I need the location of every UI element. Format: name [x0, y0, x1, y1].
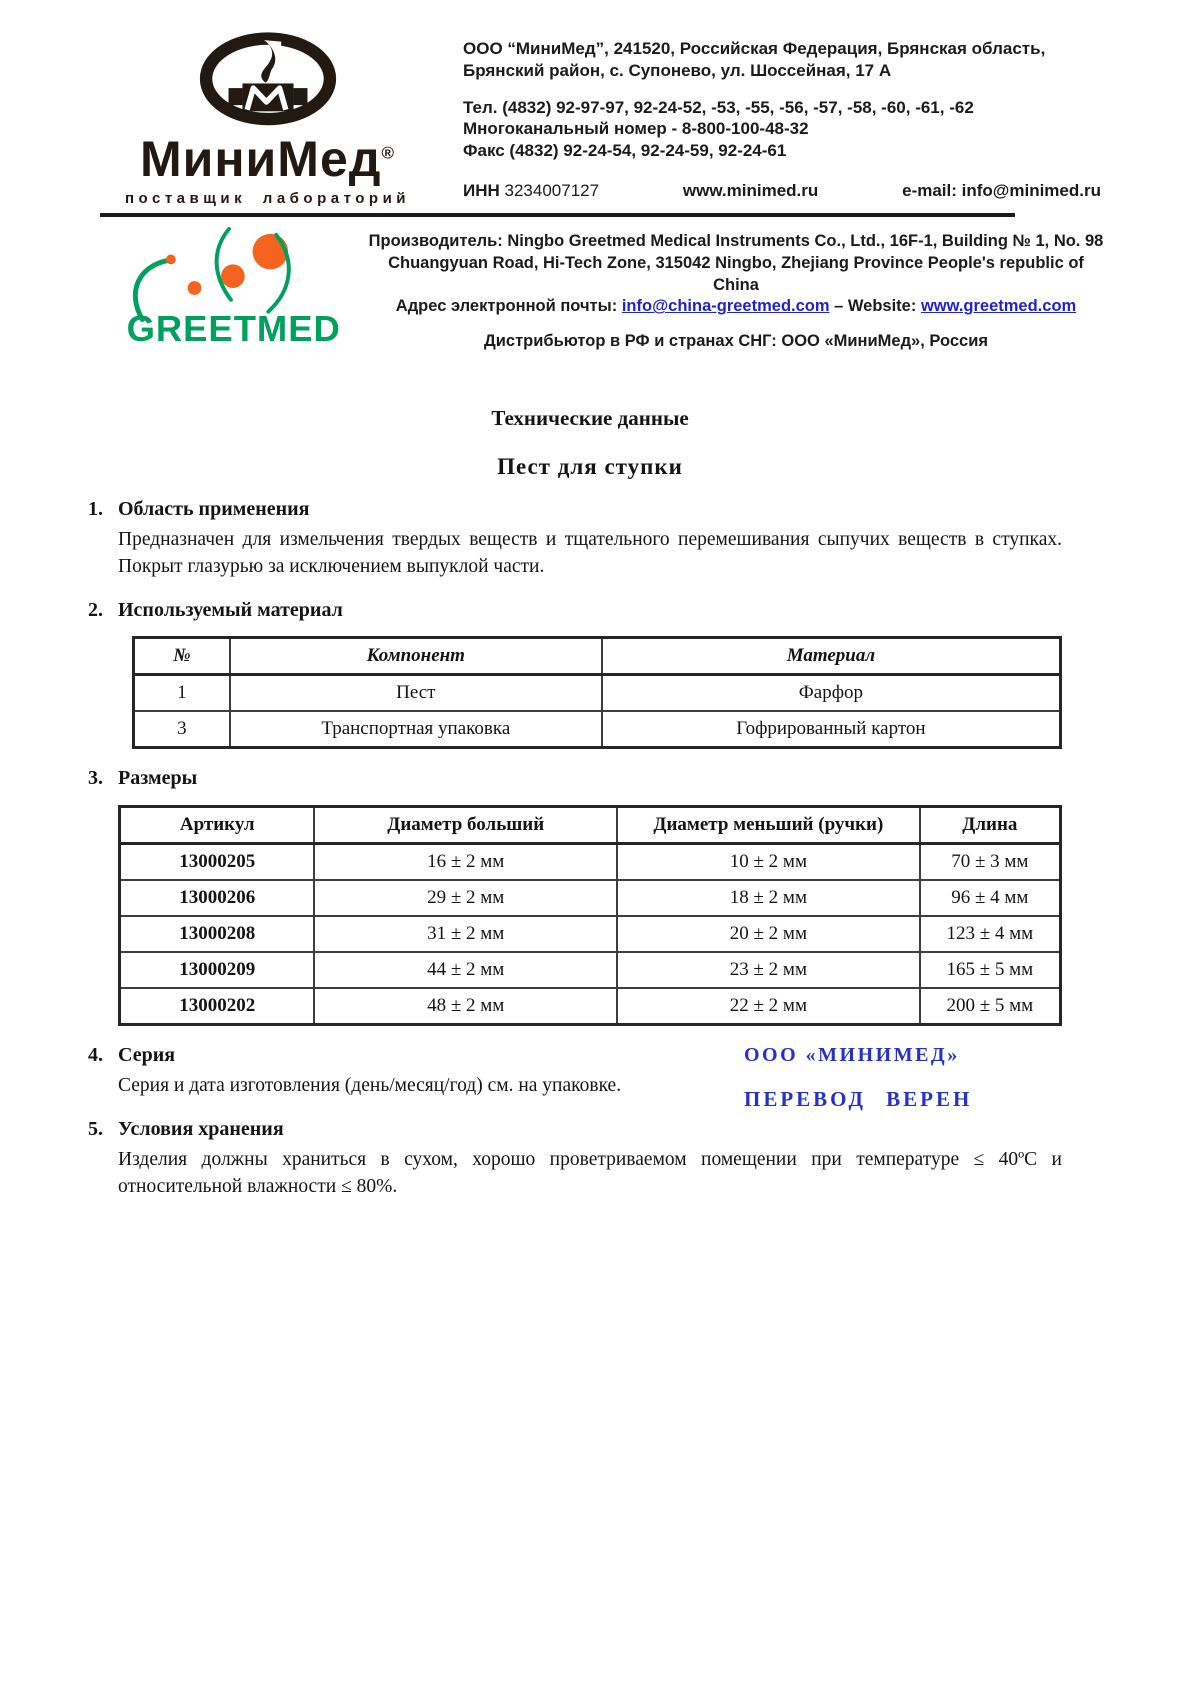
table-cell: Пест [230, 674, 602, 711]
company-phones [463, 97, 1105, 162]
fax-line: Факс (4832) 92-24-54, 92-24-59, 92-24-61 [463, 141, 787, 160]
section-title: Используемый материал [118, 598, 343, 621]
table-cell: 10 ± 2 мм [617, 843, 920, 880]
section-number: 4. [88, 1043, 103, 1066]
document-body [0, 356, 1200, 1201]
inn-value: 3234007127 [504, 180, 600, 200]
section-material [88, 598, 1062, 749]
document-title: Технические данные [491, 406, 689, 430]
table-cell: 1 [134, 674, 230, 711]
table-cell: 70 ± 3 мм [920, 843, 1061, 880]
section-number: 5. [88, 1117, 103, 1140]
table-cell: Гофрированный картон [602, 711, 1061, 748]
table-row [120, 843, 1061, 880]
column-header: Диаметр меньший (ручки) [617, 806, 920, 843]
manufacturer-band [0, 217, 1200, 356]
inn-label: ИНН [463, 180, 500, 200]
table-cell: 29 ± 2 мм [314, 880, 617, 916]
company-address [463, 38, 1105, 82]
letterhead [0, 0, 1200, 207]
table-cell: 13000205 [120, 843, 315, 880]
manufacturer-email-label: Адрес электронной почты: [395, 297, 618, 316]
table-cell: Фарфор [602, 674, 1061, 711]
table-cell: 22 ± 2 мм [617, 988, 920, 1025]
distributor-line: Дистрибьютор в РФ и странах СНГ: ООО «МиниМед», Россия [484, 332, 988, 351]
table-cell: 48 ± 2 мм [314, 988, 617, 1025]
minimed-wordmark: МиниМед® [139, 131, 396, 187]
minimed-tagline: поставщик лабораторий [124, 190, 411, 207]
address-line-1: ООО “МиниМед”, 241520, Российская Федерация, Брянская область, [463, 39, 1046, 58]
table-cell: 20 ± 2 мм [617, 916, 920, 952]
table-cell: 165 ± 5 мм [920, 952, 1061, 988]
table-cell: 44 ± 2 мм [314, 952, 617, 988]
table-row [120, 952, 1061, 988]
section-text: Серия и дата изготовления (день/месяц/год) см. на упаковке. [118, 1074, 622, 1096]
table-cell: 200 ± 5 мм [920, 988, 1061, 1025]
table-row [120, 916, 1061, 952]
table-cell: 16 ± 2 мм [314, 843, 617, 880]
manufacturer-info [367, 225, 1105, 353]
table-cell: 96 ± 4 мм [920, 880, 1061, 916]
inn [463, 180, 599, 202]
section-application [88, 497, 1062, 581]
section-title: Условия хранения [118, 1117, 284, 1140]
greetmed-logo [112, 225, 347, 356]
sizes-table [118, 805, 1062, 1026]
section-storage [88, 1117, 1062, 1201]
column-header: Диаметр больший [314, 806, 617, 843]
manufacturer-line-2: Chuangyuan Road, Hi-Tech Zone, 315042 Ningbo, Zhejiang Province People's republic of China [388, 253, 1084, 294]
section-text: Предназначен для измельчения твердых веществ и тщательного перемешивания сыпучих веществ в ступках. Покрыт глазурью за исключением выпуклой части. [118, 529, 1062, 577]
phone-line: Тел. (4832) 92-97-97, 92-24-52, -53, -55, -56, -57, -58, -60, -61, -62 [463, 97, 974, 117]
column-header: Компонент [230, 637, 602, 674]
column-header: Артикул [120, 806, 315, 843]
column-header: Материал [602, 637, 1061, 674]
document-subtitle: Пест для ступки [497, 454, 683, 479]
stamp-verified-line: ПЕРЕВОД ВЕРЕН [744, 1086, 973, 1111]
greetmed-logo-graphic-icon [112, 225, 340, 351]
column-header: № [134, 637, 230, 674]
manufacturer-email-link[interactable]: info@china-greetmed.com [621, 297, 830, 316]
section-title: Серия [118, 1043, 176, 1066]
series-storage-block [88, 1043, 1062, 1201]
stamp-company-line: ООО «МИНИМЕД» [744, 1043, 960, 1066]
manufacturer-lines [367, 231, 1105, 318]
table-cell: 3 [134, 711, 230, 748]
table-cell: 23 ± 2 мм [617, 952, 920, 988]
translation-stamp [744, 1043, 973, 1111]
manufacturer-website-label: – Website: [834, 297, 917, 316]
section-text: Изделия должны храниться в сухом, хорошо проветриваемом помещении при температуре ≤ 40ºС и относительной влажности ≤ 80%. [118, 1148, 1062, 1197]
section-title: Размеры [118, 766, 198, 789]
section-number: 1. [88, 498, 103, 520]
table-cell: 13000206 [120, 880, 315, 916]
table-cell: 13000208 [120, 916, 315, 952]
table-header-row [120, 806, 1061, 843]
section-heading [88, 598, 1062, 623]
registered-mark: ® [381, 143, 396, 163]
table-row [120, 988, 1061, 1025]
company-contact-block [463, 30, 1105, 202]
section-number: 2. [88, 598, 103, 621]
section-heading [88, 1117, 1062, 1142]
column-header: Длина [920, 806, 1061, 843]
company-website: www.minimed.ru [682, 180, 819, 200]
section-sizes [88, 766, 1062, 1026]
table-header-row [134, 637, 1061, 674]
table-cell: 13000202 [120, 988, 315, 1025]
inn-web-email-row [463, 180, 1105, 202]
minimed-logo [100, 30, 435, 207]
minimed-candle-emblem-icon [148, 30, 388, 140]
section-heading [88, 497, 1062, 522]
address-line-2: Брянский район, с. Супонево, ул. Шоссейная, 17 А [463, 60, 892, 80]
manufacturer-line-1: Производитель: Ningbo Greetmed Medical Instruments Co., Ltd., 16F-1, Building № 1, No. 98 [368, 232, 1104, 250]
table-row [120, 880, 1061, 916]
greetmed-wordmark: GREETMED [126, 308, 340, 350]
table-cell: 18 ± 2 мм [617, 880, 920, 916]
section-title: Область применения [118, 498, 310, 520]
table-cell: 123 ± 4 мм [920, 916, 1061, 952]
company-email: e-mail: info@minimed.ru [902, 180, 1101, 200]
table-row [134, 674, 1061, 711]
section-heading [88, 766, 1062, 791]
manufacturer-website-link[interactable]: www.greetmed.com [920, 297, 1077, 316]
section-number: 3. [88, 766, 103, 789]
multichannel-line: Многоканальный номер - 8-800-100-48-32 [463, 119, 809, 139]
table-cell: Транспортная упаковка [230, 711, 602, 748]
table-row [134, 711, 1061, 748]
table-cell: 31 ± 2 мм [314, 916, 617, 952]
materials-table [132, 636, 1062, 749]
table-cell: 13000209 [120, 952, 315, 988]
